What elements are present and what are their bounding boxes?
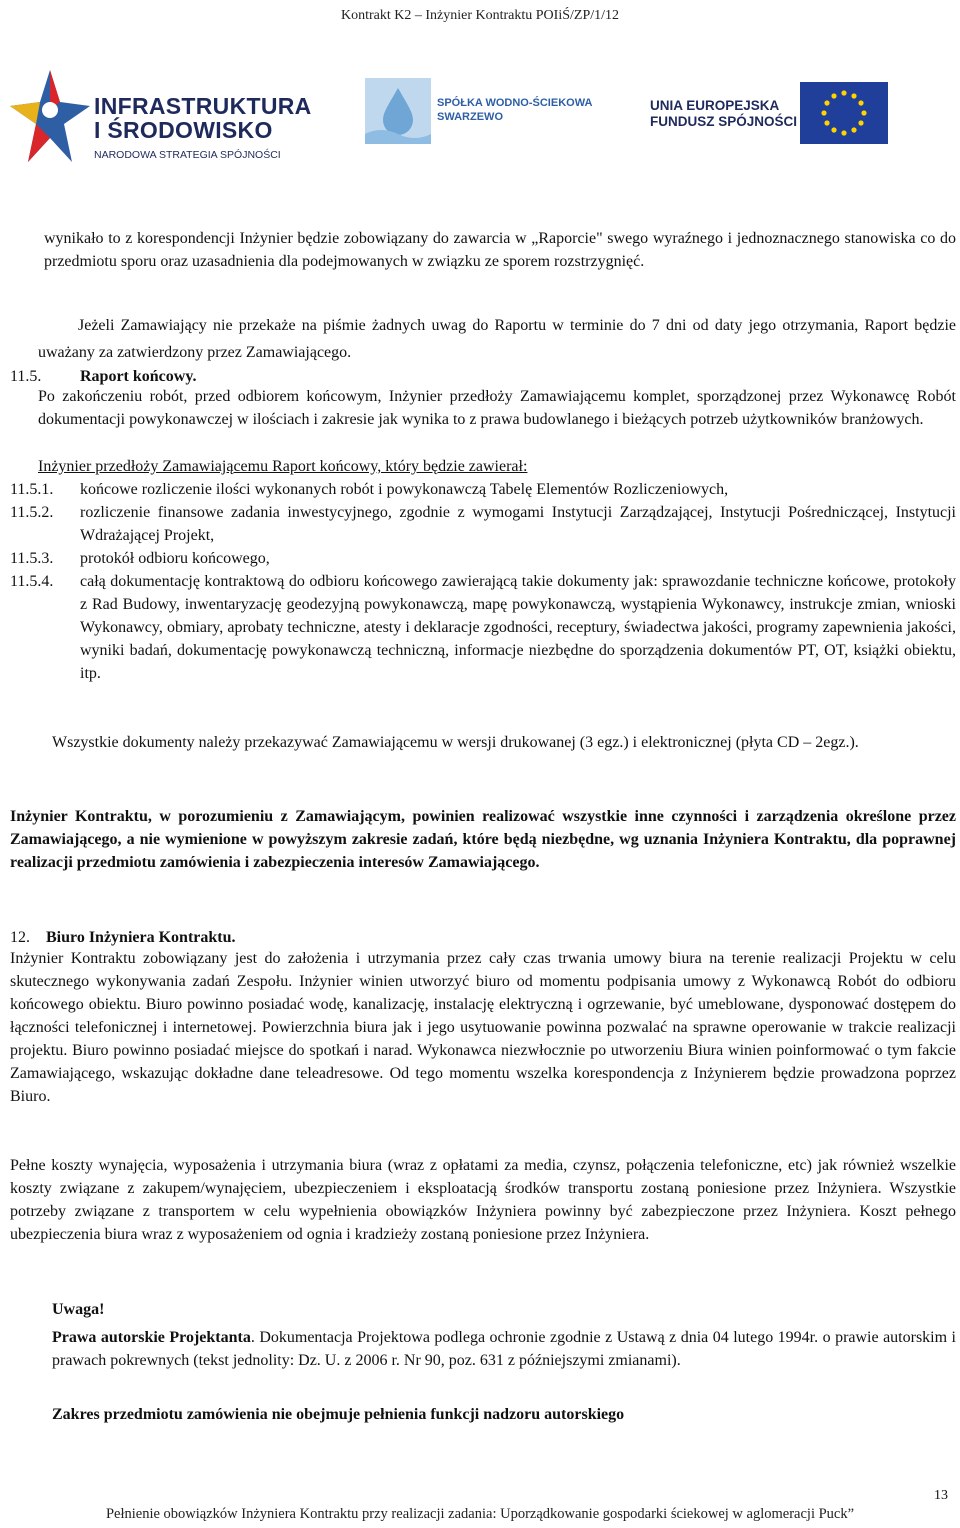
page-number: 13 bbox=[934, 1488, 948, 1503]
paragraph-no-author-supervision: Zakres przedmiotu zamówienia nie obejmuje pełnienia funkcji nadzoru autorskiego bbox=[52, 1406, 625, 1423]
running-header: Kontrakt K2 – Inżynier Kontraktu POIiŚ/ZP/1/12 bbox=[340, 8, 620, 23]
sws-logo bbox=[365, 78, 605, 148]
paragraph-delivery-copies: Wszystkie dokumenty należy przekazywać Zamawiającemu w wersji drukowanej (3 egz.) i elektronicznej (płyta CD – 2egz.). bbox=[52, 734, 859, 751]
logo-sws-text: SPÓŁKA WODNO-ŚCIEKOWA SWARZEWO bbox=[437, 97, 593, 123]
water-drop-icon bbox=[365, 78, 431, 144]
logo-is-subtitle: NARODOWA STRATEGIA SPÓJNOŚCI bbox=[94, 149, 281, 161]
paragraph-final-report-contents: Inżynier przedłoży Zamawiającemu Raport końcowy, który będzie zawierał: bbox=[38, 458, 528, 475]
eu-logo bbox=[650, 82, 890, 162]
note-heading: Uwaga! bbox=[52, 1301, 105, 1318]
section-12-heading: 12. Biuro Inżyniera Kontraktu. bbox=[10, 929, 236, 946]
paragraph-raport-approval: Jeżeli Zamawiający nie przekaże na piśmie żadnych uwag do Raportu w terminie do 7 dni od daty jego otrzymania, Raport będzie uważany za zatwierdzony przez Zamawiającego. bbox=[38, 317, 956, 361]
paragraph-office-requirements: Inżynier Kontraktu zobowiązany jest do założenia i utrzymania przez cały czas trwania umowy biura na terenie realizacji Projektu w celu skutecznego wykonywania zadań Zespołu. Inżynier winien utworzyć biuro od momentu podpisania umowy z Wykonawcą Robót do odbioru końcowego obiektu. Biuro powinno posiadać wodę, kanalizację, instalację elektryczną i ogrzewanie, być umeblowane, dysponować dostępem do łączności telefonicznej i internetowej. Powierzchnia biura jak i jego usytuowanie powinna pozwalać na sprawne operowanie w trakcie realizacji projektu. Biuro powinno posiadać miejsce do spotkań i narad. Wykonawca niezwłocznie po utworzeniu Biura winien poinformować o tym fakcie Zamawiającego, wskazując dokładne dane teleadresowe. Od tego momentu wszelka korespondencja z Inżynierem będzie prowadzona poprzez Biuro. bbox=[10, 950, 956, 1105]
logo-is-title: INFRASTRUKTURA I ŚRODOWISKO bbox=[94, 93, 312, 143]
star-emblem-icon bbox=[10, 66, 90, 166]
logo-ue-text: UNIA EUROPEJSKA FUNDUSZ SPÓJNOŚCI bbox=[650, 98, 798, 129]
paragraph-other-duties: Inżynier Kontraktu, w porozumieniu z Zamawiającym, powinien realizować wszystkie inne czynności i zarządzenia określone przez Zamawiającego, a nie wymienione w powyższym zakresie zadań, które będą niezbędne, wg uznania Inżyniera Kontraktu, dla poprawnej realizacji przedmiotu zamówienia i zabezpieczenia interesów Zamawiającego. bbox=[10, 808, 956, 871]
paragraph-final-report: Po zakończeniu robót, przed odbiorem końcowym, Inżynier przedłoży Zamawiającemu komplet, sporządzonej przez Wykonawcę Robót dokumentacji powykonawczej w ilościach i zakresie jak wynika to z prawa budowlanego i bieżących potrzeb użytkowników branżowych. bbox=[38, 388, 956, 428]
section-11-5-heading: 11.5. Raport końcowy. bbox=[10, 368, 197, 385]
paragraph-raport-intro: wynikało to z korespondencji Inżynier będzie zobowiązany do zawarcia w „Raporcie" swego wyraźnego i jednoznacznego stanowiska co do przedmiotu sporu oraz uzasadnienia dla podejmowanych w związku ze sporem rozstrzygnięć. bbox=[44, 230, 956, 270]
paragraph-office-costs: Pełne koszty wynajęcia, wyposażenia i utrzymania biura (wraz z opłatami za media, czynsz, połączenia telefoniczne, etc) jak również wszelkie koszty związane z zakupem/wynajęciem, ubezpieczeniem i eksploatacją środków transportu zostaną poniesione przez Inżyniera. Wszystkie potrzeby związane z transportem w celu wypełnienia obowiązków Inżyniera powinny być zabezpieczone przez Inżyniera. Koszt pełnego ubezpieczenia biura wraz z wyposażeniem od ognia i kradzieży zostaną poniesione przez Inżyniera. bbox=[10, 1157, 956, 1243]
running-footer: Pełnienie obowiązków Inżyniera Kontraktu przy realizacji zadania: Uporządkowanie gospodarki ściekowej w aglomeracji Puck” bbox=[105, 1506, 855, 1522]
logo-bar bbox=[0, 60, 960, 170]
paragraph-copyright: Prawa autorskie Projektanta. Dokumentacja Projektowa podlega ochronie zgodnie z Ustawą z dnia 04 lutego 1994r. o prawie autorskim i prawach pokrewnych (tekst jednolity: Dz. U. z 2006 r. Nr 90, poz. 631 z późniejszymi zmianami). bbox=[52, 1329, 956, 1369]
infrastruktura-logo bbox=[10, 66, 320, 166]
eu-flag-icon bbox=[800, 82, 888, 144]
